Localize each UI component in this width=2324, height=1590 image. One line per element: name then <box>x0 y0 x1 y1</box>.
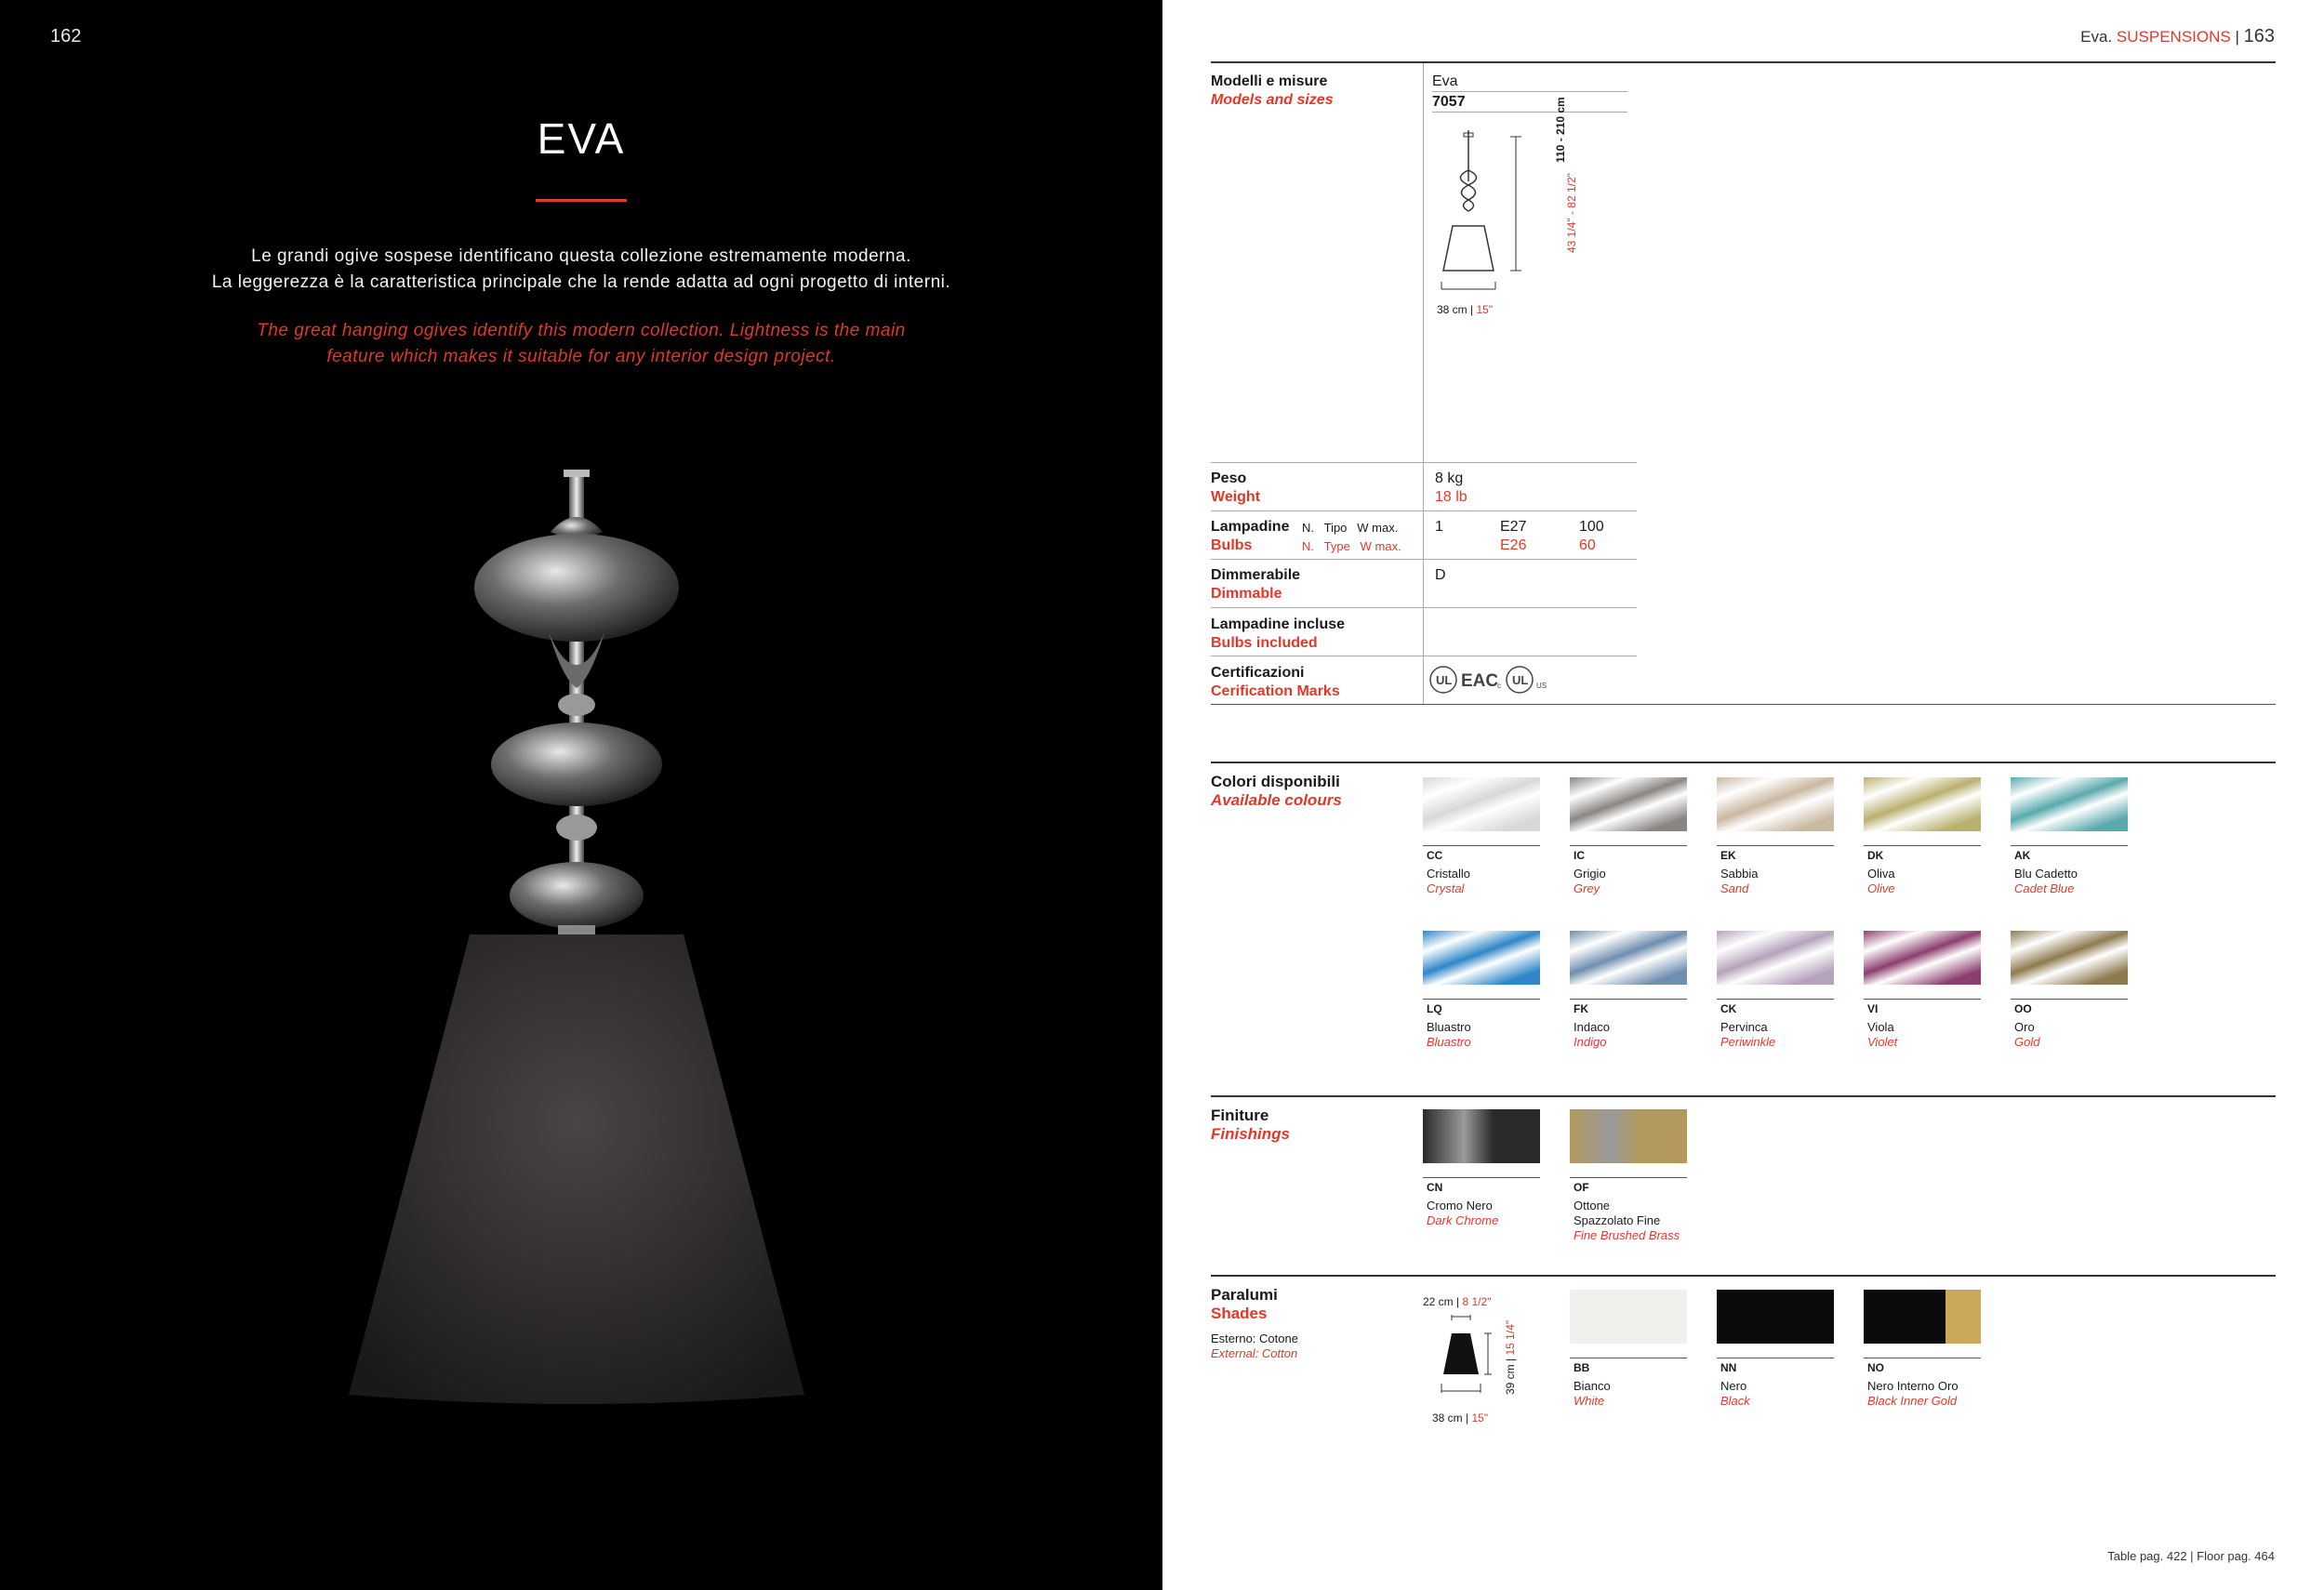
bulbs-watt-eu: 100 <box>1579 519 1604 535</box>
colour-code: LQ <box>1427 1002 1442 1015</box>
shade-name <box>1867 1379 2007 1409</box>
dimmable-label <box>1211 566 1300 603</box>
swatch-rule <box>2011 845 2128 846</box>
bulbs-headers-en <box>1302 539 1401 554</box>
swatch-rule <box>1423 845 1540 846</box>
colours-label <box>1211 773 1342 810</box>
description-english-line: feature which makes it suitable for any interior design project. <box>326 347 836 366</box>
colour-name-it: Cristallo <box>1427 867 1470 881</box>
cert-us-mark: US <box>1536 682 1547 690</box>
models-label-en: Models and sizes <box>1211 92 1334 108</box>
dimmable-value: D <box>1435 567 1446 583</box>
shades-label <box>1211 1286 1278 1323</box>
bulbs-watt-us: 60 <box>1579 537 1596 553</box>
bulbs-included-label <box>1211 616 1345 653</box>
colour-code: IC <box>1574 849 1585 862</box>
shade-top-size <box>1423 1294 1491 1309</box>
lamp-width-cm: 38 cm <box>1437 303 1467 316</box>
shade-bottom-in: 15" <box>1471 1411 1489 1424</box>
weight-label-it: Peso <box>1211 470 1247 486</box>
product-photo <box>335 465 818 1413</box>
bulbs-label-en: Bulbs <box>1211 537 1253 553</box>
weight-lb: 18 lb <box>1435 489 1467 505</box>
shade-bottom-cm: 38 cm <box>1432 1411 1463 1424</box>
shade-swatch[interactable] <box>1717 1290 1834 1344</box>
colour-name-it: Grigio <box>1574 867 1606 881</box>
certification-marks-icon <box>1428 664 1548 696</box>
shade-name-en: White <box>1574 1394 1605 1408</box>
bulbs-included-label-en: Bulbs included <box>1211 635 1318 651</box>
finish-code: OF <box>1574 1181 1589 1194</box>
bulbs-header-n: N. <box>1302 521 1314 535</box>
shade-material-it: Esterno: Cotone <box>1211 1332 1298 1345</box>
finish-name <box>1427 1199 1566 1228</box>
description-english-line: The great hanging ogives identify this modern collection. Lightness is the main <box>257 321 906 340</box>
model-rule <box>1432 112 1627 113</box>
colour-code: CK <box>1720 1002 1737 1015</box>
shade-code: NN <box>1720 1361 1737 1374</box>
colour-name <box>1574 867 1713 896</box>
shade-name <box>1720 1379 1860 1409</box>
finish-name <box>1574 1199 1713 1243</box>
finish-name-it: Ottone <box>1574 1199 1611 1212</box>
finishings-label-en: Finishings <box>1211 1125 1290 1143</box>
bulbs-header-n-en: N. <box>1302 539 1314 553</box>
colour-code: OO <box>2014 1002 2032 1015</box>
section-rule <box>1211 762 2276 763</box>
colour-name-it: Bluastro <box>1427 1020 1471 1034</box>
svg-text:UL: UL <box>1512 673 1529 687</box>
finish-name-en: Dark Chrome <box>1427 1213 1499 1227</box>
lamp-width-in: 15" <box>1476 303 1494 316</box>
swatch-rule <box>1423 1177 1540 1178</box>
weight-value <box>1435 470 1467 507</box>
swatch-rule <box>1717 845 1834 846</box>
page-header <box>2080 26 2275 47</box>
colour-name-it: Viola <box>1867 1020 1894 1034</box>
bulbs-header-w: W max. <box>1357 521 1399 535</box>
bulbs-type <box>1500 518 1526 555</box>
finish-swatch[interactable] <box>1570 1109 1687 1163</box>
models-label-it: Modelli e misure <box>1211 73 1328 89</box>
shade-size-separator: | <box>1504 1358 1517 1361</box>
spec-rule <box>1211 559 1637 560</box>
colour-swatch[interactable] <box>1570 777 1687 831</box>
shade-material-en: External: Cotton <box>1211 1346 1298 1360</box>
colour-code: AK <box>2014 849 2031 862</box>
colour-name-en: Gold <box>2014 1035 2040 1049</box>
bulbs-count: 1 <box>1435 519 1443 535</box>
shade-dimension-drawing <box>1432 1311 1507 1404</box>
bulbs-label <box>1211 518 1289 555</box>
swatch-rule <box>1864 999 1981 1000</box>
header-category: SUSPENSIONS <box>2116 28 2231 46</box>
model-rule <box>1432 91 1627 92</box>
colour-swatch[interactable] <box>1717 931 1834 985</box>
lamp-height-cm: 110 - 210 cm <box>1554 97 1567 163</box>
finish-name-en: Fine Brushed Brass <box>1574 1228 1680 1242</box>
bulbs-header-type: Tipo <box>1323 521 1348 535</box>
finish-name-it: Spazzolato Fine <box>1574 1213 1661 1227</box>
product-title: EVA <box>537 114 626 163</box>
shade-name <box>1574 1379 1713 1409</box>
swatch-rule <box>1423 999 1540 1000</box>
section-rule <box>1211 1275 2276 1277</box>
colour-swatch[interactable] <box>2011 931 2128 985</box>
spec-rule <box>1211 607 1637 608</box>
lamp-width-separator: | <box>1470 303 1474 316</box>
bulbs-label-it: Lampadine <box>1211 519 1290 535</box>
swatch-rule <box>1570 999 1687 1000</box>
description-italian-line: Le grandi ogive sospese identificano questa collezione estremamente moderna. <box>251 246 911 266</box>
cross-reference-footer: Table pag. 422 | Floor pag. 464 <box>2107 1549 2275 1563</box>
shade-name-en: Black <box>1720 1394 1750 1408</box>
swatch-rule <box>2011 999 2128 1000</box>
shade-height-cm: 39 cm <box>1504 1364 1517 1395</box>
models-label <box>1211 73 1334 110</box>
section-rule <box>1211 1095 2276 1097</box>
colour-code: VI <box>1867 1002 1879 1015</box>
bulbs-header-w-en: W max. <box>1360 539 1401 553</box>
svg-text:UL: UL <box>1436 673 1453 687</box>
shade-code: BB <box>1574 1361 1590 1374</box>
bulbs-included-label-it: Lampadine incluse <box>1211 616 1346 632</box>
weight-kg: 8 kg <box>1435 470 1464 486</box>
colours-label-it: Colori disponibili <box>1211 773 1340 790</box>
column-divider <box>1423 63 1424 705</box>
colour-swatch[interactable] <box>1570 931 1687 985</box>
spec-rule <box>1211 462 1637 463</box>
bulbs-watt <box>1579 518 1604 555</box>
model-code: 7057 <box>1432 94 1466 110</box>
section-rule <box>1211 61 2276 63</box>
dimmable-label-it: Dimmerabile <box>1211 567 1301 583</box>
colour-name-en: Indigo <box>1574 1035 1607 1049</box>
swatch-rule <box>1717 999 1834 1000</box>
certifications-label <box>1211 664 1340 701</box>
spec-rule <box>1211 510 1637 511</box>
section-rule <box>1211 704 2276 705</box>
finishings-label <box>1211 1106 1290 1144</box>
shade-top-cm: 22 cm <box>1423 1295 1454 1308</box>
colour-name <box>1427 1020 1566 1050</box>
lamp-width <box>1437 302 1493 317</box>
lamp-dimension-drawing <box>1432 126 1562 293</box>
colour-swatch[interactable] <box>2011 777 2128 831</box>
description-italian-line: La leggerezza è la caratteristica principale che la rende adatta ad ogni progetto di interni. <box>211 272 951 292</box>
bulbs-headers <box>1302 521 1398 536</box>
shades-label-it: Paralumi <box>1211 1286 1278 1304</box>
colour-name-it: Indaco <box>1574 1020 1611 1034</box>
bulbs-header-type-en: Type <box>1323 539 1350 553</box>
swatch-rule <box>1570 1177 1687 1178</box>
colour-name <box>1427 867 1566 896</box>
certifications-label-it: Certificazioni <box>1211 665 1305 681</box>
title-underline <box>536 199 627 202</box>
finishings-label-it: Finiture <box>1211 1106 1269 1124</box>
shades-label-en: Shades <box>1211 1305 1268 1322</box>
shade-name-it: Nero <box>1720 1379 1747 1393</box>
finish-code: CN <box>1427 1181 1443 1194</box>
colour-name-en: Sand <box>1720 881 1749 895</box>
colour-name-it: Sabbia <box>1720 867 1759 881</box>
bulbs-type-us: E26 <box>1500 537 1527 553</box>
cert-c-mark: c <box>1497 682 1501 690</box>
shade-name-en: Black Inner Gold <box>1867 1394 1958 1408</box>
page-number-right: 163 <box>2243 26 2275 46</box>
colour-swatch[interactable] <box>1423 931 1540 985</box>
finish-swatch[interactable] <box>1423 1109 1540 1163</box>
shade-height <box>1503 1320 1518 1395</box>
swatch-rule <box>1570 845 1687 846</box>
colour-name <box>2014 1020 2154 1050</box>
colour-name-en: Violet <box>1867 1035 1898 1049</box>
shade-name-it: Bianco <box>1574 1379 1611 1393</box>
colours-label-en: Available colours <box>1211 791 1342 809</box>
colour-name <box>1720 1020 1860 1050</box>
colour-swatch[interactable] <box>1864 931 1981 985</box>
bulbs-type-eu: E27 <box>1500 519 1527 535</box>
finish-name-it: Cromo Nero <box>1427 1199 1493 1212</box>
shade-size-separator: | <box>1466 1411 1469 1424</box>
svg-text:EAC: EAC <box>1461 671 1499 691</box>
colour-name-it: Blu Cadetto <box>2014 867 2078 881</box>
shade-code: NO <box>1867 1361 1884 1374</box>
description-english <box>186 318 976 370</box>
colour-name-en: Crystal <box>1427 881 1465 895</box>
shade-top-in: 8 1/2" <box>1462 1295 1492 1308</box>
shade-bottom-size <box>1432 1411 1488 1425</box>
colour-name-it: Oliva <box>1867 867 1895 881</box>
shade-size-separator: | <box>1456 1295 1460 1308</box>
swatch-rule <box>1864 845 1981 846</box>
colour-name-en: Periwinkle <box>1720 1035 1776 1049</box>
header-product: Eva. <box>2080 28 2113 46</box>
colour-name-en: Olive <box>1867 881 1895 895</box>
colour-swatch[interactable] <box>1717 777 1834 831</box>
colour-code: CC <box>1427 849 1443 862</box>
shade-swatch[interactable] <box>1570 1290 1687 1344</box>
colour-name-en: Grey <box>1574 881 1600 895</box>
description-italian <box>186 244 976 296</box>
colour-swatch[interactable] <box>1864 777 1981 831</box>
colour-name <box>1867 867 2007 896</box>
right-page <box>1162 0 2324 1590</box>
shade-height-in: 15 1/4" <box>1504 1319 1517 1356</box>
model-name: Eva <box>1432 73 1458 89</box>
colour-name-en: Cadet Blue <box>2014 881 2075 895</box>
colour-name-it: Pervinca <box>1720 1020 1768 1034</box>
colour-code: FK <box>1574 1002 1588 1015</box>
colour-name-it: Oro <box>2014 1020 2035 1034</box>
colour-name <box>1574 1020 1713 1050</box>
shade-material <box>1211 1332 1298 1361</box>
certifications-label-en: Cerification Marks <box>1211 683 1340 699</box>
shade-swatch[interactable] <box>1864 1290 1981 1344</box>
shade-name-it: Nero Interno Oro <box>1867 1379 1959 1393</box>
colour-name <box>1867 1020 2007 1050</box>
colour-code: EK <box>1720 849 1736 862</box>
dimmable-label-en: Dimmable <box>1211 586 1282 602</box>
weight-label <box>1211 470 1260 507</box>
weight-label-en: Weight <box>1211 489 1261 505</box>
colour-name-en: Bluastro <box>1427 1035 1471 1049</box>
header-separator: | <box>2235 28 2239 46</box>
colour-code: DK <box>1867 849 1884 862</box>
lamp-height-in: 43 1/4" - 82 1/2" <box>1565 173 1578 253</box>
colour-swatch[interactable] <box>1423 777 1540 831</box>
colour-name <box>2014 867 2154 896</box>
colour-name <box>1720 867 1860 896</box>
page-number-left: 162 <box>50 26 82 46</box>
